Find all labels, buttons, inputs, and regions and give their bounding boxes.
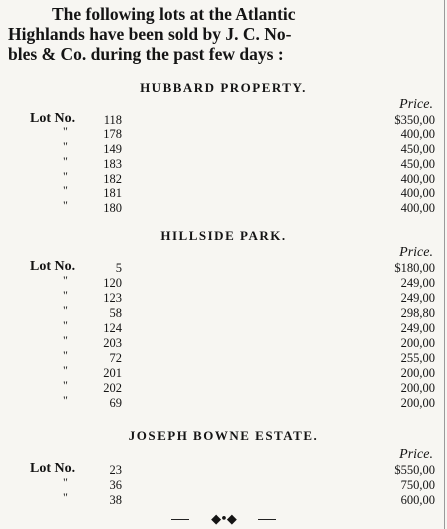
ditto-mark: " [63, 303, 68, 317]
lot-price: 200,00 [400, 396, 435, 410]
lot-price: 750,00 [400, 478, 435, 492]
table-row [0, 490, 447, 507]
intro-paragraph [8, 4, 438, 64]
table-row [0, 393, 447, 410]
price-header-hillside: Price. [399, 245, 433, 260]
lot-price: 298,80 [400, 306, 435, 320]
lot-number: 69 [109, 396, 122, 410]
lot-number: 123 [103, 291, 122, 305]
lot-price: 400,00 [400, 172, 435, 186]
ditto-mark: " [63, 348, 68, 362]
lot-number: 118 [103, 113, 122, 127]
intro-line-2: Highlands have been sold by J. C. No- [8, 24, 292, 44]
lot-price: 400,00 [400, 201, 435, 215]
lot-price: 255,00 [400, 351, 435, 365]
ditto-mark: " [63, 318, 68, 332]
lot-price: 600,00 [400, 493, 435, 507]
lot-price: $550,00 [394, 463, 435, 477]
lot-price: 450,00 [400, 157, 435, 171]
lot-number: 5 [115, 261, 122, 275]
lot-number: 72 [109, 351, 122, 365]
intro-line-3: bles & Co. during the past few days : [8, 44, 284, 64]
lot-label: Lot No. [30, 259, 76, 274]
lot-number: 58 [109, 306, 122, 320]
ditto-mark: " [63, 124, 68, 138]
intro-line-1: The following lots at the Atlantic [52, 4, 296, 24]
lot-price: 200,00 [400, 336, 435, 350]
lot-price: 450,00 [400, 142, 435, 156]
lot-number: 178 [103, 127, 122, 141]
ditto-mark: " [63, 273, 68, 287]
separator-dash-left [171, 519, 189, 520]
ditto-mark: " [63, 198, 68, 212]
lot-number: 201 [103, 366, 122, 380]
ditto-mark: " [63, 393, 68, 407]
lot-number: 182 [103, 172, 122, 186]
ditto-mark: " [63, 333, 68, 347]
lot-price: 400,00 [400, 127, 435, 141]
ditto-mark: " [63, 169, 68, 183]
lot-number: 38 [109, 493, 122, 507]
ditto-mark: " [63, 475, 68, 489]
separator-ornament: ◆•◆ [211, 512, 236, 527]
lot-price: 200,00 [400, 366, 435, 380]
ditto-mark: " [63, 288, 68, 302]
lot-price: 249,00 [400, 321, 435, 335]
section-heading-bowne: JOSEPH BOWNE ESTATE. [128, 428, 319, 443]
lot-number: 23 [109, 463, 122, 477]
lot-price: 200,00 [400, 381, 435, 395]
lot-price: 400,00 [400, 186, 435, 200]
lot-price: $350,00 [394, 113, 435, 127]
lot-number: 120 [103, 276, 122, 290]
separator-dash-right [258, 519, 276, 520]
section-heading-hillside: HILLSIDE PARK. [160, 228, 287, 243]
lot-price: 249,00 [400, 291, 435, 305]
ditto-mark: " [63, 139, 68, 153]
lot-number: 203 [103, 336, 122, 350]
section-separator [0, 512, 447, 527]
lot-number: 36 [109, 478, 122, 492]
table-row [0, 198, 447, 215]
lot-number: 181 [103, 186, 122, 200]
price-header-hubbard: Price. [399, 97, 433, 112]
section-heading-hubbard: HUBBARD PROPERTY. [140, 80, 307, 95]
lot-number: 149 [103, 142, 122, 156]
ditto-mark: " [63, 154, 68, 168]
ditto-mark: " [63, 363, 68, 377]
lot-number: 183 [103, 157, 122, 171]
lot-label: Lot No. [30, 111, 76, 126]
lot-label: Lot No. [30, 461, 76, 476]
ditto-mark: " [63, 183, 68, 197]
lot-number: 180 [103, 201, 122, 215]
lot-number: 202 [103, 381, 122, 395]
lot-price: 249,00 [400, 276, 435, 290]
ditto-mark: " [63, 490, 68, 504]
lot-price: $180,00 [394, 261, 435, 275]
price-header-bowne: Price. [399, 447, 433, 462]
ditto-mark: " [63, 378, 68, 392]
lot-number: 124 [103, 321, 122, 335]
